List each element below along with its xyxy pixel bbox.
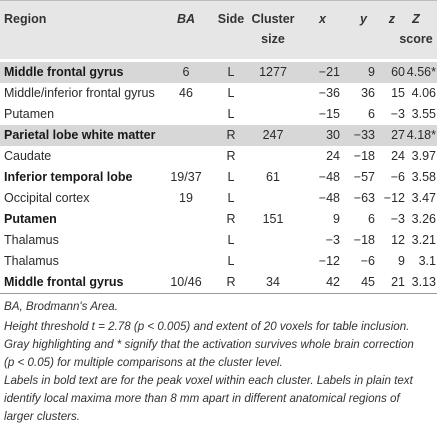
region-cell: Putamen bbox=[4, 107, 55, 121]
y-cell: 9 bbox=[368, 65, 375, 79]
table-row bbox=[0, 188, 437, 209]
x-cell: 9 bbox=[333, 212, 340, 226]
side-cell: R bbox=[226, 212, 236, 226]
z-cell: 27 bbox=[391, 128, 405, 142]
side-cell: L bbox=[227, 191, 235, 205]
side-cell: L bbox=[227, 254, 235, 268]
side-cell: R bbox=[226, 275, 236, 289]
table-bottom-rule bbox=[0, 293, 437, 294]
table-row bbox=[0, 104, 437, 125]
region-cell: Middle frontal gyrus bbox=[4, 275, 124, 289]
y-cell: −18 bbox=[353, 149, 375, 163]
zscore-cell: 4.56* bbox=[406, 65, 436, 79]
y-cell: 6 bbox=[368, 107, 375, 121]
x-cell: −12 bbox=[318, 254, 340, 268]
z-cell: 9 bbox=[398, 254, 405, 268]
x-cell: −15 bbox=[318, 107, 340, 121]
header-region: Region bbox=[4, 12, 47, 26]
side-cell: L bbox=[227, 65, 235, 79]
side-cell: L bbox=[227, 170, 235, 184]
zscore-cell: 3.55 bbox=[411, 107, 436, 121]
x-cell: −21 bbox=[318, 65, 340, 79]
table-row bbox=[0, 167, 437, 188]
x-cell: 42 bbox=[326, 275, 340, 289]
region-cell: Inferior temporal lobe bbox=[4, 170, 133, 184]
zscore-cell: 3.47 bbox=[411, 191, 436, 205]
ba-cell: 46 bbox=[179, 86, 193, 100]
header-zscore-line2: score bbox=[399, 32, 433, 46]
region-cell: Thalamus bbox=[4, 254, 59, 268]
cluster-size-cell: 34 bbox=[266, 275, 280, 289]
header-ba: BA bbox=[176, 12, 196, 26]
region-cell: Caudate bbox=[4, 149, 52, 163]
footnote-line: larger clusters. bbox=[4, 410, 81, 423]
zscore-cell: 4.06 bbox=[411, 86, 436, 100]
z-cell: 60 bbox=[391, 65, 405, 79]
header-cluster-line1: Cluster bbox=[251, 12, 295, 26]
x-cell: −3 bbox=[325, 233, 340, 247]
x-cell: −48 bbox=[318, 191, 340, 205]
ba-cell: 10/46 bbox=[170, 275, 202, 289]
zscore-cell: 3.58 bbox=[411, 170, 436, 184]
region-cell: Parietal lobe white matter bbox=[4, 128, 156, 142]
table-row bbox=[0, 272, 437, 293]
header-cluster-line2: size bbox=[261, 32, 285, 46]
z-cell: 24 bbox=[391, 149, 405, 163]
y-cell: −33 bbox=[353, 128, 375, 142]
cluster-size-cell: 151 bbox=[262, 212, 284, 226]
cluster-size-cell: 1277 bbox=[259, 65, 287, 79]
table-row bbox=[0, 230, 437, 251]
y-cell: 36 bbox=[361, 86, 375, 100]
region-cell: Occipital cortex bbox=[4, 191, 90, 205]
table-row bbox=[0, 146, 437, 167]
region-cell: Thalamus bbox=[4, 233, 59, 247]
z-cell: 15 bbox=[391, 86, 405, 100]
header-y: y bbox=[360, 12, 367, 26]
zscore-cell: 3.13 bbox=[411, 275, 436, 289]
z-cell: 21 bbox=[391, 275, 405, 289]
z-cell: −6 bbox=[390, 170, 405, 184]
zscore-cell: 3.21 bbox=[411, 233, 436, 247]
footnote-line: BA, Brodmann's Area. bbox=[4, 300, 118, 313]
table-row bbox=[0, 62, 437, 83]
ba-cell: 6 bbox=[182, 65, 190, 79]
table-row bbox=[0, 251, 437, 272]
side-cell: L bbox=[227, 107, 235, 121]
z-cell: −12 bbox=[383, 191, 405, 205]
header-zscore-line1: Z bbox=[412, 12, 420, 26]
zscore-cell: 3.97 bbox=[411, 149, 436, 163]
table-row bbox=[0, 83, 437, 104]
x-cell: 24 bbox=[326, 149, 340, 163]
zscore-cell: 4.18* bbox=[406, 128, 436, 142]
x-cell: 30 bbox=[326, 128, 340, 142]
ba-cell: 19/37 bbox=[170, 170, 202, 184]
footnote-line: identify local maxima more than 8 mm apart in different anatomical regions of bbox=[4, 392, 400, 405]
region-cell: Middle frontal gyrus bbox=[4, 65, 124, 79]
region-cell: Middle/inferior frontal gyrus bbox=[4, 86, 155, 100]
y-cell: 45 bbox=[361, 275, 375, 289]
y-cell: −63 bbox=[353, 191, 375, 205]
header-side: Side bbox=[217, 12, 245, 26]
y-cell: −18 bbox=[353, 233, 375, 247]
header-x: x bbox=[319, 12, 326, 26]
y-cell: 6 bbox=[368, 212, 375, 226]
y-cell: −57 bbox=[353, 170, 375, 184]
footnote-line: Gray highlighting and * signify that the activation survives whole brain correction bbox=[4, 338, 414, 351]
z-cell: 12 bbox=[391, 233, 405, 247]
x-cell: −48 bbox=[318, 170, 340, 184]
zscore-cell: 3.1 bbox=[418, 254, 436, 268]
z-cell: −3 bbox=[390, 212, 405, 226]
zscore-cell: 3.26 bbox=[411, 212, 436, 226]
side-cell: L bbox=[227, 233, 235, 247]
x-cell: −36 bbox=[318, 86, 340, 100]
side-cell: R bbox=[226, 149, 236, 163]
table-row bbox=[0, 209, 437, 230]
table-row bbox=[0, 125, 437, 146]
ba-cell: 19 bbox=[179, 191, 193, 205]
footnote-line: (p < 0.05) for multiple comparisons at the cluster level. bbox=[4, 356, 283, 369]
cluster-size-cell: 247 bbox=[262, 128, 284, 142]
y-cell: −6 bbox=[360, 254, 375, 268]
z-cell: −3 bbox=[390, 107, 405, 121]
region-cell: Putamen bbox=[4, 212, 57, 226]
side-cell: L bbox=[227, 86, 235, 100]
side-cell: R bbox=[226, 128, 236, 142]
cluster-size-cell: 61 bbox=[266, 170, 280, 184]
footnote-line: Height threshold t = 2.78 (p < 0.005) and extent of 20 voxels for table inclusion. bbox=[4, 320, 410, 333]
footnote-line: Labels in bold text are for the peak voxel within each cluster. Labels in plain text bbox=[4, 374, 413, 387]
header-z: z bbox=[388, 12, 395, 26]
table-header bbox=[0, 0, 437, 59]
